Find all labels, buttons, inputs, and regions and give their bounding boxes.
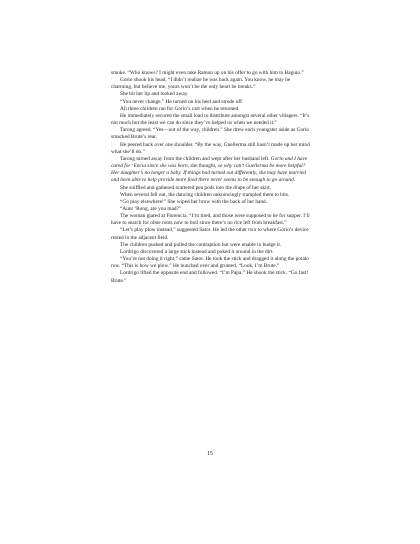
text-run: “Let’s play plow instead,” suggested Sator. He led the other two to where Gorio’s device rested in the adjacent field. [111,227,309,241]
text-run: She bit her lip and looked away. [120,91,189,98]
text-run: He peered back over one shoulder. “By the way, Guellerma still hasn’t made up her mind what she’ll do.” [111,141,310,155]
body-text [111,70,311,285]
paragraph [111,199,311,206]
text-run: “You’re not doing it right,” came Sator. He took the stick and dragged it along the potato row. “This is how we plow.” He hunched over and grunted. “Look, I’m Brute.” [111,256,309,270]
text-run: she thought, [189,163,218,170]
paragraph [111,106,311,113]
paragraph [111,249,311,256]
text-run: Lordrigo discovered a large stick instead and poked it around in the dirt. [120,248,274,255]
paragraph [111,142,311,156]
paragraph [111,77,311,91]
paragraph [111,185,311,192]
page-number: 15 [207,451,213,457]
text-run: Tarong agreed. “Yes—out of the way, children.” She drew each youngster aside as Gorio smacked Brute’s rear. [111,127,310,141]
paragraph [111,156,311,185]
text-run: smoke. “Who knows? I might even take Ramon up on his offer to go with him to Baguio.” [111,70,304,76]
paragraph [111,192,311,199]
paragraph [111,256,311,270]
text-run: When several fell out, the dancing children unknowingly trampled them to bits. [120,191,290,198]
paragraph [111,99,311,106]
text-run: She sniffled and gathered scattered pea pods into the drape of her skirt. [120,184,272,191]
text-run: All three children ran for Gorio’s cart when he returned. [120,105,240,112]
paragraph [111,227,311,241]
paragraph [111,213,311,227]
text-run: The woman glared at Florencia. “I’m tired, and those were supposed to be for supper. I’ll have to search for oboe roots now to boil since there’s no rice left from breakfast.” [111,213,310,227]
text-run: “Go play elsewhere!” She wiped her brow with the back of her hand. [120,198,268,205]
text-run: Lordrigo lifted the opposite end and followed. “I’m Papa.” He shook the stick. “Go fast! Brute.” [111,270,309,284]
paragraph [111,91,311,98]
text-run: He immediately secured the small load to distribute amongst several other villagers. “It’s not much but the least we can do since they’ve helped us when we needed it.” [111,112,310,127]
text-run: Gorio shook his head. “I didn’t realize he was back again. You know, he may be charming, but believe me, yours won’t be the only heart he breaks.” [111,77,291,91]
text-run: “Aunt ‘Rong, are you mad?” [120,205,182,212]
text-run: Tarong turned away from the children and wept after her husband left. [120,155,271,162]
italic-thought: Gorio and I have cared for ‘Encia since she was born, [111,155,308,170]
paragraph [111,270,311,284]
text-run: The children pushed and pulled the contraption but were unable to budge it. [120,241,282,248]
paragraph [111,127,311,141]
italic-thought: so why can’t Guellerma be more helpful? Her daughter’s no longer a baby. If things had turned out differently, she may have married and been able to help provide more food there never seems to be enough to go around. [111,163,306,184]
paragraph [111,113,311,127]
paragraph [111,242,311,249]
text-run: “You never change.” He turned on his heel and strode off. [120,98,244,105]
